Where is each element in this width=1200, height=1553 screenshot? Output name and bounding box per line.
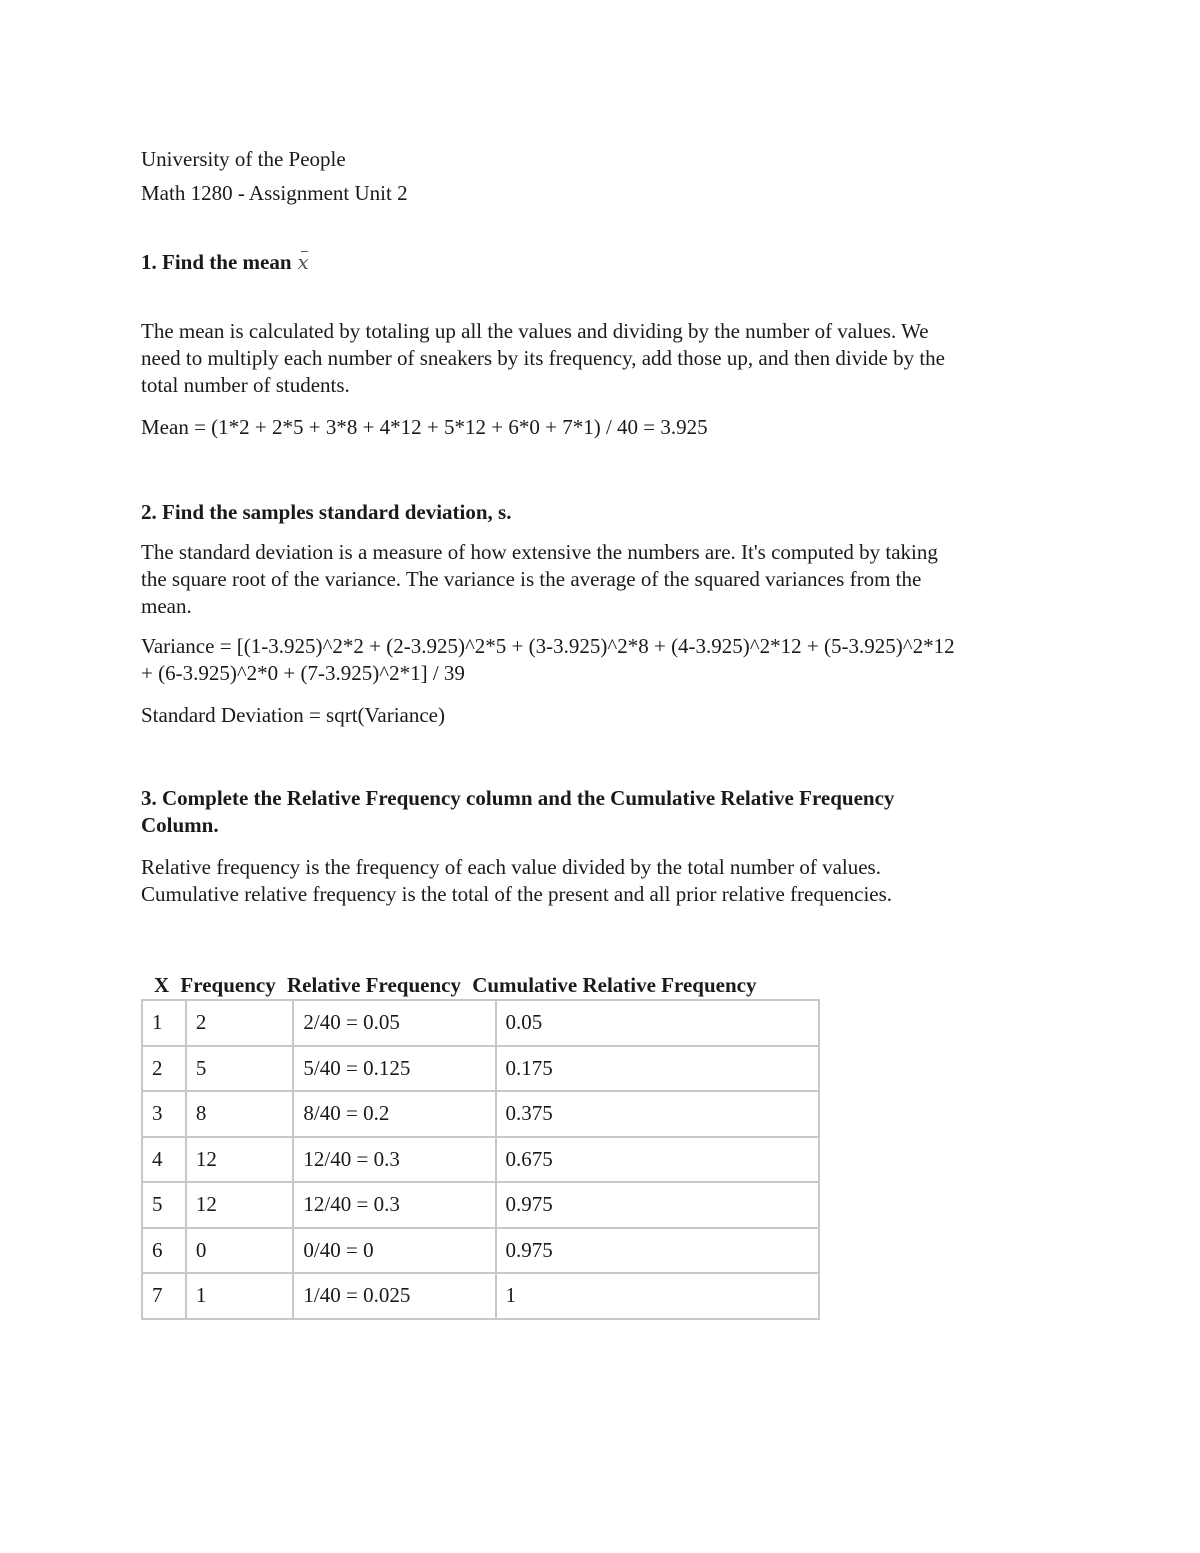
q3-heading-line: 3. Complete the Relative Frequency column and the Cumulative Relative Frequency bbox=[141, 786, 895, 810]
header-relative-frequency: Relative Frequency bbox=[286, 973, 461, 997]
q3-text-line: Cumulative relative frequency is the total of the present and all prior relative frequencies. bbox=[141, 882, 893, 906]
q3-heading-line: Column. bbox=[141, 813, 219, 837]
cell-frequency: 12 bbox=[186, 1137, 294, 1183]
cell-relative-frequency: 1/40 = 0.025 bbox=[293, 1273, 495, 1319]
cell-frequency: 12 bbox=[186, 1182, 294, 1228]
document-body bbox=[141, 146, 1061, 908]
q2-heading: 2. Find the samples standard deviation, s. bbox=[141, 500, 512, 524]
q2-text-line: the square root of the variance. The variance is the average of the squared variances from the bbox=[141, 567, 922, 591]
cell-relative-frequency: 8/40 = 0.2 bbox=[293, 1091, 495, 1137]
table-row bbox=[142, 1000, 819, 1046]
header-x: X bbox=[154, 973, 170, 997]
x-bar-symbol: x bbox=[297, 250, 309, 274]
table-row bbox=[142, 1273, 819, 1319]
table-header-row bbox=[141, 972, 820, 999]
cell-x: 3 bbox=[142, 1091, 186, 1137]
header-frequency: Frequency bbox=[180, 973, 276, 997]
table-row bbox=[142, 1046, 819, 1092]
cell-x: 2 bbox=[142, 1046, 186, 1092]
table-row bbox=[142, 1182, 819, 1228]
q3-text-line: Relative frequency is the frequency of each value divided by the total number of values. bbox=[141, 855, 881, 879]
q1-explanation bbox=[141, 318, 1061, 399]
cell-cumulative-frequency: 0.175 bbox=[496, 1046, 819, 1092]
cell-x: 6 bbox=[142, 1228, 186, 1274]
table-row bbox=[142, 1137, 819, 1183]
q3-explanation bbox=[141, 854, 1061, 908]
cell-frequency: 1 bbox=[186, 1273, 294, 1319]
cell-x: 7 bbox=[142, 1273, 186, 1319]
cell-relative-frequency: 2/40 = 0.05 bbox=[293, 1000, 495, 1046]
q1-heading bbox=[141, 249, 1061, 276]
cell-relative-frequency: 5/40 = 0.125 bbox=[293, 1046, 495, 1092]
cell-frequency: 5 bbox=[186, 1046, 294, 1092]
frequency-table bbox=[141, 999, 820, 1320]
variance-formula bbox=[141, 633, 1061, 687]
q1-heading-text: 1. Find the mean bbox=[141, 250, 292, 274]
variance-line: + (6-3.925)^2*0 + (7-3.925)^2*1] / 39 bbox=[141, 661, 465, 685]
mean-formula: Mean = (1*2 + 2*5 + 3*8 + 4*12 + 5*12 + 6*0 + 7*1) / 40 = 3.925 bbox=[141, 415, 708, 439]
table-row bbox=[142, 1091, 819, 1137]
variance-line: Variance = [(1-3.925)^2*2 + (2-3.925)^2*5 + (3-3.925)^2*8 + (4-3.925)^2*12 + (5-3.925)^2*12 bbox=[141, 634, 955, 658]
cell-cumulative-frequency: 0.675 bbox=[496, 1137, 819, 1183]
q3-heading bbox=[141, 785, 1061, 839]
cell-x: 4 bbox=[142, 1137, 186, 1183]
course-title: Math 1280 - Assignment Unit 2 bbox=[141, 181, 408, 205]
cell-relative-frequency: 0/40 = 0 bbox=[293, 1228, 495, 1274]
cell-relative-frequency: 12/40 = 0.3 bbox=[293, 1137, 495, 1183]
table-row bbox=[142, 1228, 819, 1274]
q1-text-line: The mean is calculated by totaling up all the values and dividing by the number of values. We bbox=[141, 319, 929, 343]
cell-x: 5 bbox=[142, 1182, 186, 1228]
header-cumulative-relative-frequency: Cumulative Relative Frequency bbox=[472, 973, 757, 997]
cell-cumulative-frequency: 1 bbox=[496, 1273, 819, 1319]
frequency-table-section bbox=[141, 972, 820, 1320]
q2-text-line: The standard deviation is a measure of how extensive the numbers are. It's computed by taking bbox=[141, 540, 938, 564]
cell-frequency: 2 bbox=[186, 1000, 294, 1046]
cell-frequency: 0 bbox=[186, 1228, 294, 1274]
sd-formula: Standard Deviation = sqrt(Variance) bbox=[141, 703, 445, 727]
q2-text-line: mean. bbox=[141, 594, 192, 618]
cell-x: 1 bbox=[142, 1000, 186, 1046]
institution-name: University of the People bbox=[141, 147, 346, 171]
q1-text-line: need to multiply each number of sneakers by its frequency, add those up, and then divide by the bbox=[141, 346, 945, 370]
cell-relative-frequency: 12/40 = 0.3 bbox=[293, 1182, 495, 1228]
q2-explanation bbox=[141, 539, 1061, 620]
cell-cumulative-frequency: 0.975 bbox=[496, 1228, 819, 1274]
q1-text-line: total number of students. bbox=[141, 373, 350, 397]
cell-cumulative-frequency: 0.975 bbox=[496, 1182, 819, 1228]
cell-cumulative-frequency: 0.375 bbox=[496, 1091, 819, 1137]
cell-cumulative-frequency: 0.05 bbox=[496, 1000, 819, 1046]
cell-frequency: 8 bbox=[186, 1091, 294, 1137]
